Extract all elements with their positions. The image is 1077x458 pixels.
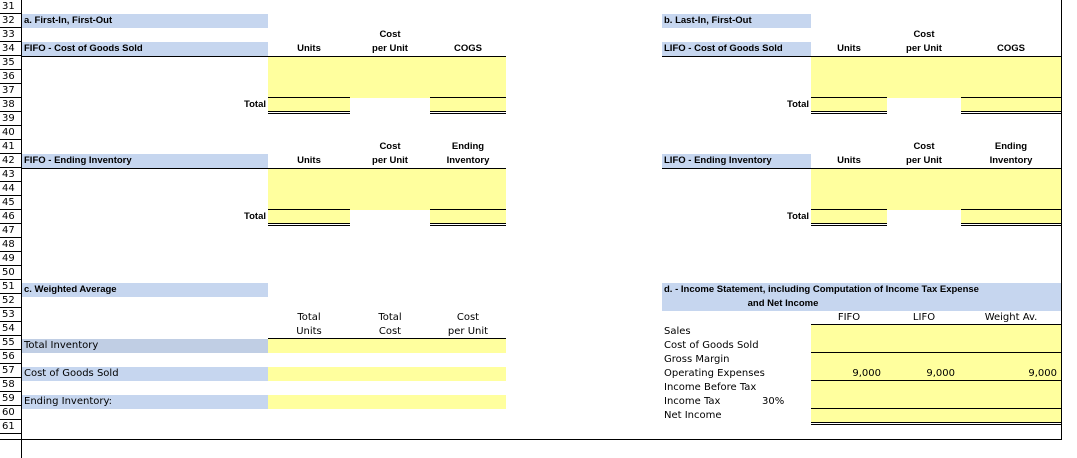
lifo-col-cogs: COGS — [997, 43, 1025, 54]
row-gridline — [0, 349, 21, 350]
row-gridline — [0, 27, 21, 28]
lifo-section-title: b. Last-In, First-Out — [664, 15, 752, 26]
lifo-ending-total-topline-units — [811, 209, 887, 210]
row-gridline — [0, 237, 21, 238]
income-tax-rate[interactable]: 30% — [762, 396, 785, 407]
fifo-cogs-label: FIFO - Cost of Goods Sold — [24, 43, 143, 54]
row-gridline — [0, 111, 21, 112]
row-gridline — [0, 153, 21, 154]
row-number[interactable]: 45 — [2, 197, 15, 208]
income-opex-lifo[interactable]: 9,000 — [926, 368, 955, 379]
weighted-section-title: c. Weighted Average — [24, 284, 117, 295]
row-gridline — [0, 265, 21, 266]
row-gridline — [0, 419, 21, 420]
row-gridline — [0, 433, 21, 434]
fifo-col-units: Units — [297, 43, 321, 54]
lifo-ending-input-area[interactable] — [811, 169, 1061, 210]
income-row-sales: Sales — [664, 326, 691, 337]
weighted-col-total-units-2: Units — [296, 326, 322, 337]
row-number[interactable]: 38 — [2, 99, 15, 110]
income-net-income-line — [811, 408, 1061, 409]
fifo-cogs-total-topline-units — [268, 97, 350, 98]
row-number[interactable]: 50 — [2, 267, 15, 278]
row-number[interactable]: 55 — [2, 337, 15, 348]
lifo-ending-col-ending-2: Inventory — [989, 155, 1033, 166]
row-number[interactable]: 39 — [2, 113, 15, 124]
fifo-cogs-input-area[interactable] — [268, 57, 506, 98]
fifo-cogs-total-topline-cogs — [430, 97, 506, 98]
sheet-right-border — [1061, 0, 1062, 440]
income-opex-weighted[interactable]: 9,000 — [1028, 368, 1057, 379]
row-number[interactable]: 57 — [2, 365, 15, 376]
weighted-total-inventory-label: Total Inventory — [24, 340, 99, 351]
income-row-cogs: Cost of Goods Sold — [664, 340, 759, 351]
lifo-cogs-total-label: Total — [787, 99, 809, 110]
weighted-col-cost-unit-2: per Unit — [447, 326, 489, 337]
lifo-ending-total-topline-value — [961, 209, 1061, 210]
row-number[interactable]: 32 — [2, 15, 15, 26]
income-col-lifo: LIFO — [912, 312, 936, 323]
lifo-ending-total-units[interactable] — [811, 210, 887, 224]
row-number[interactable]: 31 — [2, 1, 15, 12]
row-number[interactable]: 36 — [2, 71, 15, 82]
fifo-ending-label: FIFO - Ending Inventory — [24, 155, 132, 166]
row-gridline — [0, 391, 21, 392]
row-gridline — [0, 83, 21, 84]
row-gridline — [0, 377, 21, 378]
row-gridline — [0, 13, 21, 14]
fifo-col-cost-1: Cost — [379, 29, 401, 40]
income-row-opex: Operating Expenses — [664, 368, 765, 379]
row-gridline — [0, 195, 21, 196]
lifo-col-cost-1: Cost — [913, 29, 935, 40]
weighted-col-total-cost-1: Total — [378, 312, 402, 323]
income-title-line1: d. - Income Statement, including Computation of Income Tax Expense — [664, 284, 979, 295]
row-gridline — [0, 41, 21, 42]
row-number[interactable]: 46 — [2, 211, 15, 222]
row-gridline — [0, 335, 21, 336]
weighted-total-inventory-inputs[interactable] — [268, 339, 506, 353]
weighted-ending-inputs[interactable] — [268, 395, 506, 409]
fifo-ending-total-value[interactable] — [430, 210, 506, 224]
fifo-ending-total-double-units — [268, 223, 350, 226]
income-net-income-double-line — [811, 422, 1061, 425]
row-gridline — [0, 405, 21, 406]
weighted-cogs-inputs[interactable] — [268, 367, 506, 381]
weighted-col-total-cost-2: Cost — [378, 326, 402, 337]
lifo-cogs-input-area[interactable] — [811, 57, 1061, 98]
fifo-ending-total-units[interactable] — [268, 210, 350, 224]
row-number[interactable]: 34 — [2, 43, 15, 54]
fifo-ending-total-label: Total — [244, 211, 266, 222]
row-gridline — [0, 69, 21, 70]
row-number[interactable]: 54 — [2, 323, 15, 334]
fifo-ending-col-cost-1: Cost — [379, 141, 401, 152]
row-number[interactable]: 58 — [2, 379, 15, 390]
lifo-ending-total-double-units — [811, 223, 887, 226]
fifo-ending-input-area[interactable] — [268, 169, 506, 210]
fifo-col-cogs: COGS — [454, 43, 482, 54]
row-number[interactable]: 42 — [2, 155, 15, 166]
row-number[interactable]: 51 — [2, 281, 15, 292]
row-gridline — [0, 307, 21, 308]
row-number[interactable]: 33 — [2, 29, 15, 40]
lifo-col-cost-2: per Unit — [906, 43, 942, 54]
row-number[interactable]: 52 — [2, 295, 15, 306]
fifo-ending-total-topline-units — [268, 209, 350, 210]
row-number[interactable]: 60 — [2, 407, 15, 418]
lifo-ending-total-value[interactable] — [961, 210, 1061, 224]
income-gross-margin-line — [811, 352, 1061, 353]
lifo-col-units: Units — [837, 43, 861, 54]
row-number[interactable]: 56 — [2, 351, 15, 362]
lifo-cogs-total-double-cogs — [961, 111, 1061, 114]
gutter-divider — [21, 0, 22, 458]
weighted-col-total-units-1: Total — [297, 312, 321, 323]
fifo-cogs-total-cogs[interactable] — [430, 98, 506, 112]
income-col-weighted: Weight Av. — [984, 312, 1038, 323]
row-gridline — [0, 363, 21, 364]
row-number[interactable]: 61 — [2, 421, 15, 432]
row-number[interactable]: 47 — [2, 225, 15, 236]
income-title-line2: and Net Income — [747, 298, 819, 309]
fifo-section-title: a. First-In, First-Out — [24, 15, 113, 26]
row-gridline — [0, 125, 21, 126]
fifo-ending-total-double-value — [430, 223, 506, 226]
income-col-fifo: FIFO — [837, 312, 861, 323]
lifo-ending-total-double-value — [961, 223, 1061, 226]
income-row-income-before-tax: Income Before Tax — [664, 382, 757, 393]
row-number[interactable]: 35 — [2, 57, 15, 68]
row-number[interactable]: 59 — [2, 393, 15, 404]
fifo-cogs-total-label: Total — [244, 99, 266, 110]
income-row-gross-margin: Gross Margin — [664, 354, 730, 365]
fifo-col-cost-2: per Unit — [372, 43, 408, 54]
fifo-cogs-total-double-cogs — [430, 111, 506, 114]
row-number[interactable]: 49 — [2, 253, 15, 264]
weighted-ending-label: Ending Inventory: — [24, 396, 113, 407]
row-gridline — [0, 223, 21, 224]
lifo-ending-col-ending-1: Ending — [994, 141, 1028, 152]
lifo-ending-total-label: Total — [787, 211, 809, 222]
fifo-cogs-total-units[interactable] — [268, 98, 350, 112]
income-opex-fifo[interactable]: 9,000 — [852, 368, 881, 379]
lifo-ending-col-cost-2: per Unit — [906, 155, 942, 166]
row-gridline — [0, 55, 21, 56]
row-gridline — [0, 293, 21, 294]
fifo-ending-col-cost-2: per Unit — [372, 155, 408, 166]
lifo-cogs-total-double-units — [811, 111, 887, 114]
income-row-income-tax: Income Tax — [664, 396, 721, 407]
row-gridline — [0, 139, 21, 140]
row-number[interactable]: 44 — [2, 183, 15, 194]
fifo-ending-col-ending-2: Inventory — [446, 155, 490, 166]
row-number[interactable]: 37 — [2, 85, 15, 96]
lifo-cogs-total-topline-cogs — [961, 97, 1061, 98]
lifo-cogs-total-topline-units — [811, 97, 887, 98]
row-number[interactable]: 40 — [2, 127, 15, 138]
row-gridline — [0, 279, 21, 280]
fifo-cogs-total-double-units — [268, 111, 350, 114]
lifo-ending-label: LIFO - Ending Inventory — [664, 155, 772, 166]
lifo-ending-col-cost-1: Cost — [913, 141, 935, 152]
row-number[interactable]: 41 — [2, 141, 15, 152]
row-gridline — [0, 167, 21, 168]
lifo-cogs-total-cogs[interactable] — [961, 98, 1061, 112]
row-number[interactable]: 53 — [2, 309, 15, 320]
income-row-net-income: Net Income — [664, 410, 722, 421]
row-gridline — [0, 209, 21, 210]
lifo-cogs-total-units[interactable] — [811, 98, 887, 112]
fifo-ending-total-topline-value — [430, 209, 506, 210]
row-gridline — [0, 181, 21, 182]
lifo-cogs-label: LIFO - Cost of Goods Sold — [664, 43, 783, 54]
weighted-col-cost-unit-1: Cost — [456, 312, 480, 323]
row-gridline — [0, 97, 21, 98]
row-number[interactable]: 43 — [2, 169, 15, 180]
fifo-ending-col-units: Units — [297, 155, 321, 166]
fifo-ending-col-ending-1: Ending — [451, 141, 485, 152]
row-gridline — [0, 321, 21, 322]
lifo-ending-col-units: Units — [837, 155, 861, 166]
row-gridline — [0, 251, 21, 252]
sheet-bottom-border — [0, 439, 1062, 440]
row-number[interactable]: 48 — [2, 239, 15, 250]
weighted-cogs-label: Cost of Goods Sold — [24, 368, 119, 379]
